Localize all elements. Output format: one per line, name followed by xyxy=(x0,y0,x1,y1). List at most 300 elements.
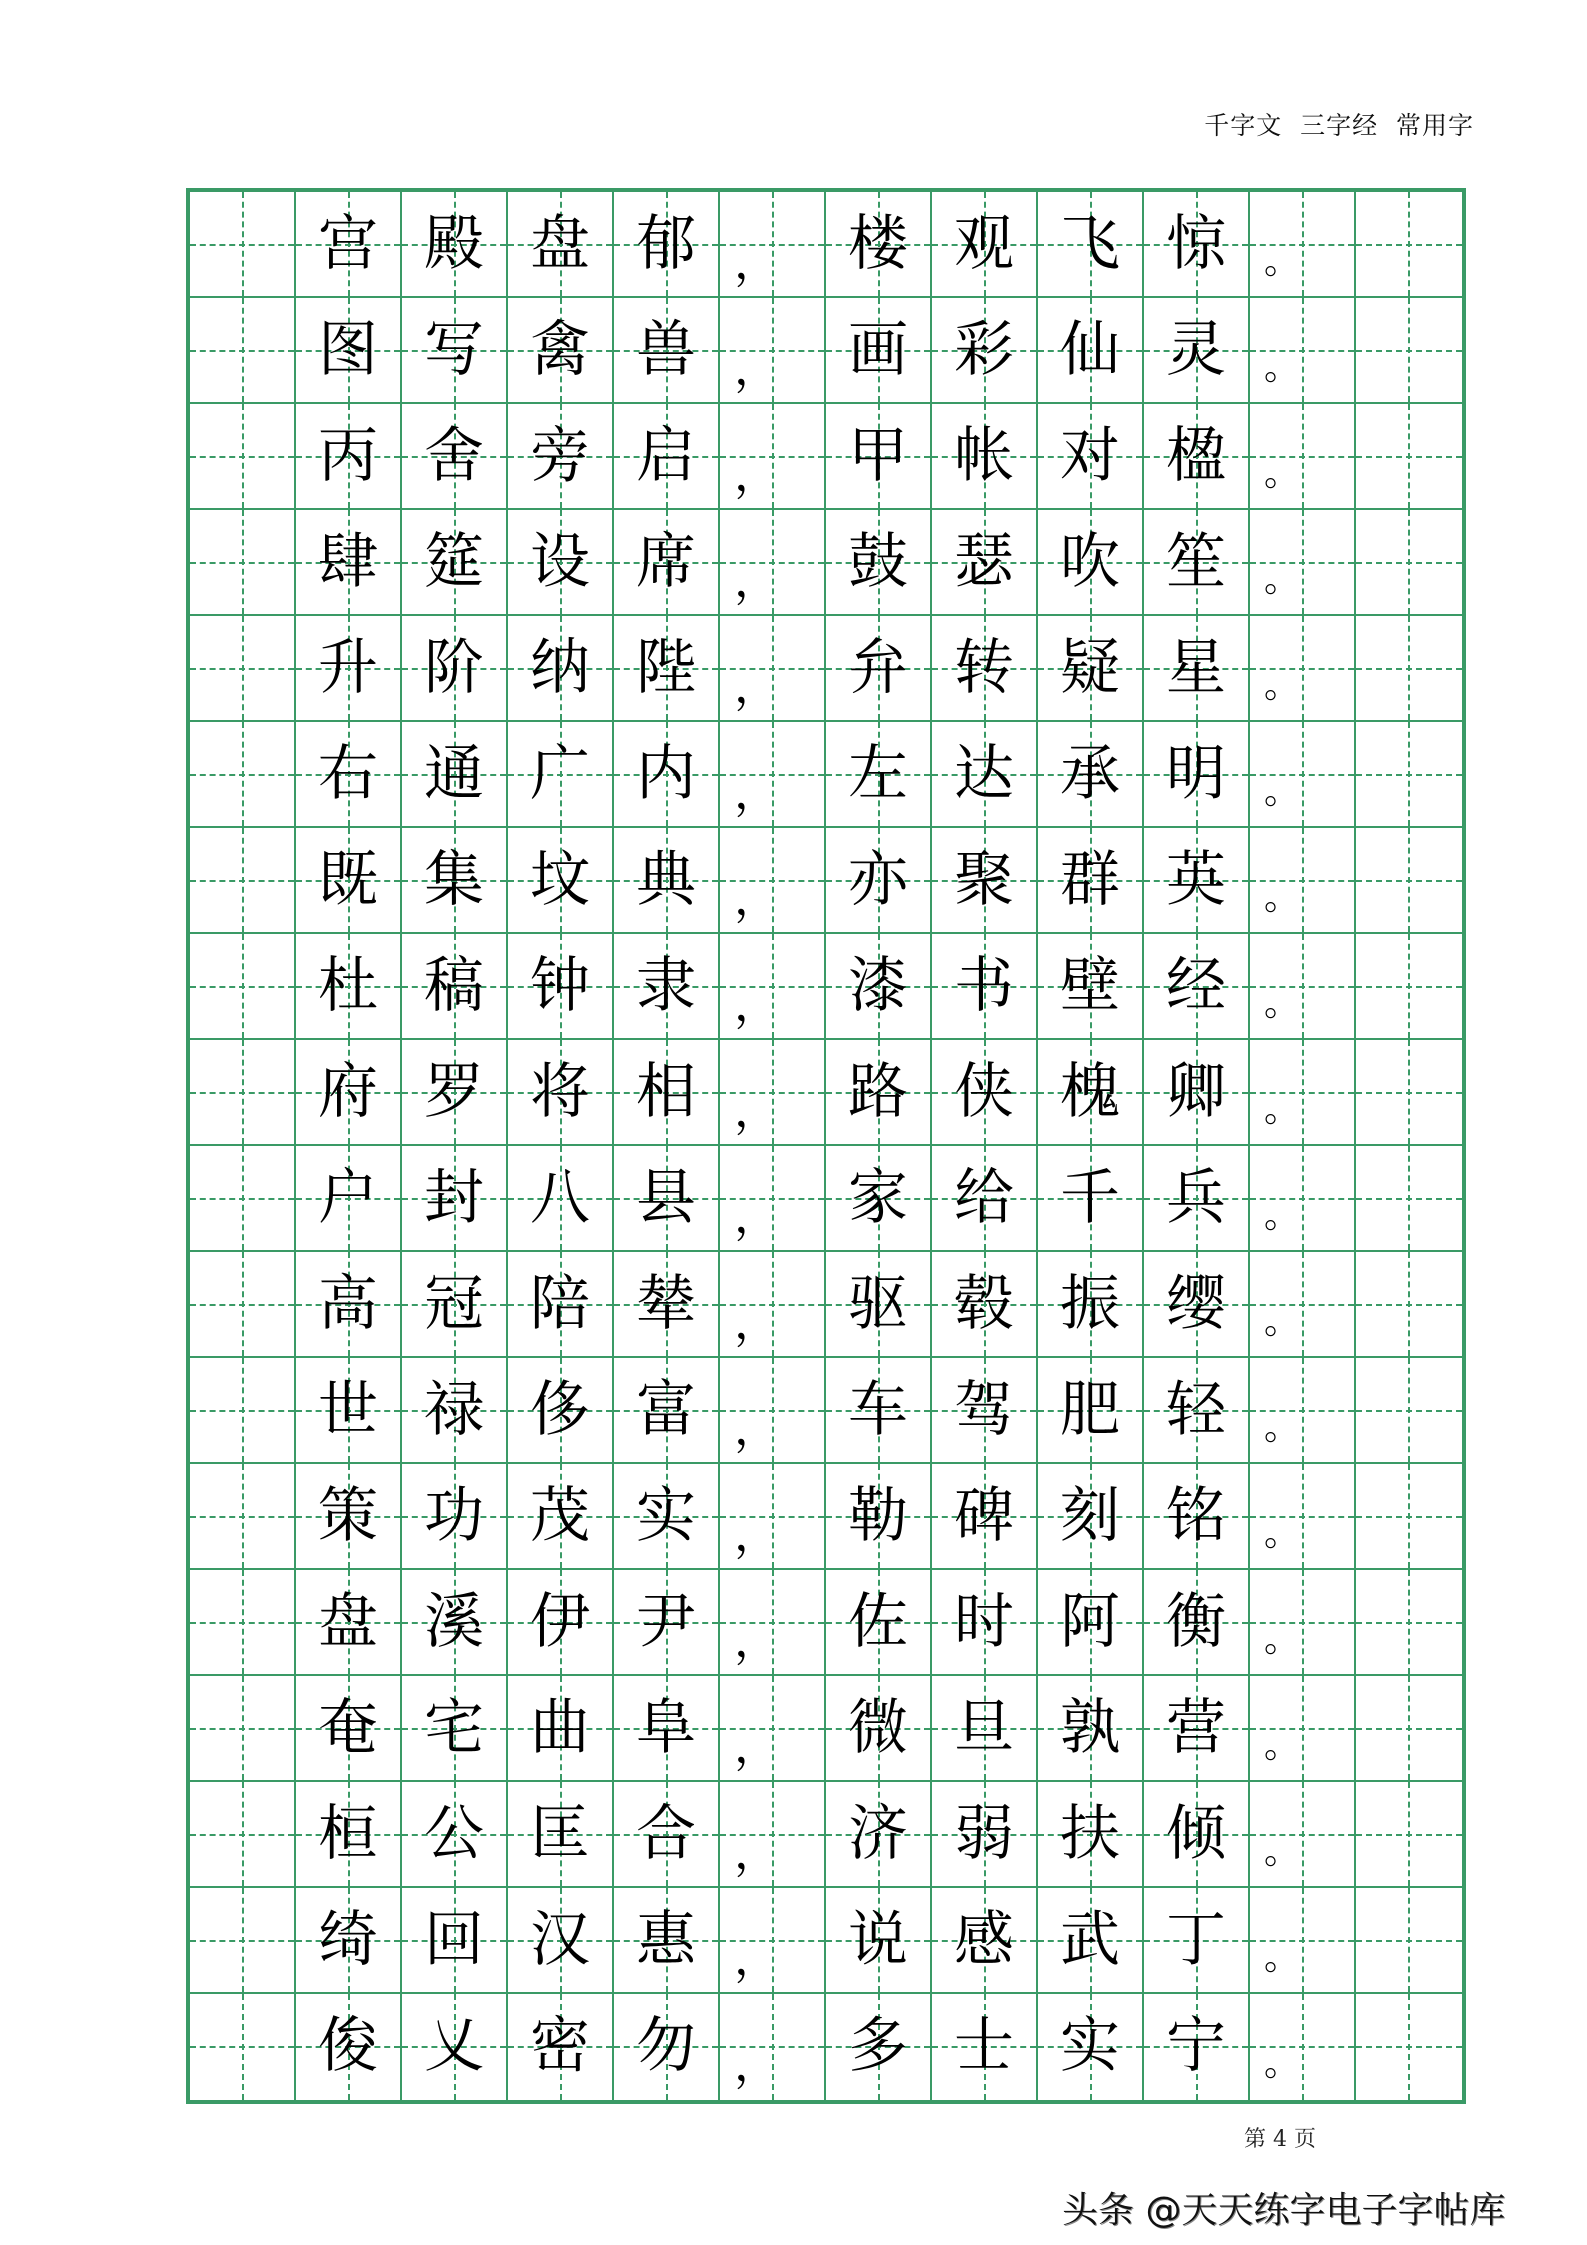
character: 转 xyxy=(954,633,1014,703)
comma: ， xyxy=(734,765,780,819)
grid-cell xyxy=(1356,1570,1462,1676)
character: 杜 xyxy=(318,951,378,1021)
grid-cell xyxy=(508,1358,614,1464)
grid-cell xyxy=(720,192,826,298)
character: 相 xyxy=(636,1057,696,1127)
grid-cell xyxy=(190,1040,296,1146)
character: 隶 xyxy=(636,951,696,1021)
grid-cell xyxy=(932,1146,1038,1252)
grid-cell xyxy=(614,1888,720,1994)
grid-cell xyxy=(508,1464,614,1570)
character: 绮 xyxy=(318,1905,378,1975)
grid-cell xyxy=(402,510,508,616)
character: 倾 xyxy=(1166,1799,1226,1869)
character: 席 xyxy=(636,527,696,597)
character: 户 xyxy=(318,1163,378,1233)
character: 灵 xyxy=(1166,315,1226,385)
character: 勒 xyxy=(848,1481,908,1551)
grid-cell xyxy=(932,1994,1038,2100)
character: 丙 xyxy=(318,421,378,491)
grid-cell xyxy=(1144,1252,1250,1358)
grid-row xyxy=(190,1994,1462,2100)
page-header-title: 千字文 三字经 常用字 xyxy=(1204,111,1474,140)
grid-cell xyxy=(826,510,932,616)
grid-cell xyxy=(190,192,296,298)
grid-cell xyxy=(1250,510,1356,616)
grid-cell xyxy=(1250,1676,1356,1782)
grid-cell xyxy=(614,722,720,828)
character: 集 xyxy=(424,845,484,915)
grid-cell xyxy=(1038,1888,1144,1994)
grid-cell xyxy=(402,1570,508,1676)
grid-cell xyxy=(1144,616,1250,722)
character: 瑟 xyxy=(954,527,1014,597)
grid-cell xyxy=(932,1570,1038,1676)
grid-cell xyxy=(826,1888,932,1994)
period: 。 xyxy=(1264,2043,1301,2084)
grid-cell xyxy=(826,1782,932,1888)
grid-cell xyxy=(614,510,720,616)
character: 飞 xyxy=(1060,209,1120,279)
grid-cell xyxy=(1356,192,1462,298)
comma: ， xyxy=(734,659,780,713)
grid-cell xyxy=(508,298,614,404)
grid-cell xyxy=(1250,404,1356,510)
grid-cell xyxy=(1038,192,1144,298)
grid-cell xyxy=(932,510,1038,616)
character: 扶 xyxy=(1060,1799,1120,1869)
character: 家 xyxy=(848,1163,908,1233)
period: 。 xyxy=(1264,983,1301,1024)
character: 说 xyxy=(848,1905,908,1975)
character: 肆 xyxy=(318,527,378,597)
grid-cell xyxy=(1250,1146,1356,1252)
grid-cell xyxy=(190,934,296,1040)
grid-cell xyxy=(720,1146,826,1252)
grid-cell xyxy=(508,1994,614,2100)
grid-cell xyxy=(402,616,508,722)
grid-cell xyxy=(720,1464,826,1570)
grid-cell xyxy=(720,1040,826,1146)
character: 阶 xyxy=(424,633,484,703)
character: 坟 xyxy=(530,845,590,915)
grid-cell xyxy=(296,1358,402,1464)
grid-row xyxy=(190,192,1462,298)
grid-cell xyxy=(614,1782,720,1888)
grid-cell xyxy=(614,192,720,298)
character: 通 xyxy=(424,739,484,809)
grid-cell xyxy=(1144,510,1250,616)
grid-cell xyxy=(402,1782,508,1888)
grid-row xyxy=(190,1252,1462,1358)
grid-cell xyxy=(508,1782,614,1888)
grid-cell xyxy=(402,828,508,934)
grid-cell xyxy=(1144,192,1250,298)
character: 彩 xyxy=(954,315,1014,385)
character: 筵 xyxy=(424,527,484,597)
grid-cell xyxy=(614,1146,720,1252)
grid-cell xyxy=(190,1994,296,2100)
grid-cell xyxy=(932,1252,1038,1358)
grid-cell xyxy=(1250,1888,1356,1994)
character: 楹 xyxy=(1166,421,1226,491)
grid-cell xyxy=(402,1146,508,1252)
grid-cell xyxy=(932,616,1038,722)
character: 旦 xyxy=(954,1693,1014,1763)
grid-cell xyxy=(1144,1146,1250,1252)
grid-cell xyxy=(1144,934,1250,1040)
character: 弁 xyxy=(848,633,908,703)
character: 禄 xyxy=(424,1375,484,1445)
period: 。 xyxy=(1264,1301,1301,1342)
character: 微 xyxy=(848,1693,908,1763)
grid-row xyxy=(190,1570,1462,1676)
grid-row xyxy=(190,1888,1462,1994)
grid-cell xyxy=(826,1464,932,1570)
grid-cell xyxy=(614,828,720,934)
character: 观 xyxy=(954,209,1014,279)
grid-cell xyxy=(1356,1994,1462,2100)
character: 伊 xyxy=(530,1587,590,1657)
grid-cell xyxy=(190,404,296,510)
grid-cell xyxy=(1356,1252,1462,1358)
character: 路 xyxy=(848,1057,908,1127)
character: 鼓 xyxy=(848,527,908,597)
grid-cell xyxy=(614,1358,720,1464)
period: 。 xyxy=(1264,1619,1301,1660)
period: 。 xyxy=(1264,453,1301,494)
grid-cell xyxy=(190,298,296,404)
character: 桓 xyxy=(318,1799,378,1869)
grid-cell xyxy=(614,1464,720,1570)
character: 漆 xyxy=(848,951,908,1021)
grid-cell xyxy=(1356,1358,1462,1464)
grid-cell xyxy=(1356,1676,1462,1782)
character: 辇 xyxy=(636,1269,696,1339)
grid-cell xyxy=(296,934,402,1040)
grid-cell xyxy=(1356,404,1462,510)
character: 县 xyxy=(636,1163,696,1233)
grid-cell xyxy=(402,404,508,510)
character: 升 xyxy=(318,633,378,703)
grid-cell xyxy=(402,1994,508,2100)
character: 纳 xyxy=(530,633,590,703)
grid-cell xyxy=(1250,298,1356,404)
grid-row xyxy=(190,1040,1462,1146)
character: 阿 xyxy=(1060,1587,1120,1657)
grid-cell xyxy=(1356,1146,1462,1252)
character: 封 xyxy=(424,1163,484,1233)
period: 。 xyxy=(1264,1831,1301,1872)
grid-cell xyxy=(720,1888,826,1994)
grid-cell xyxy=(932,722,1038,828)
character: 广 xyxy=(530,739,590,809)
grid-cell xyxy=(1250,192,1356,298)
grid-cell xyxy=(190,1676,296,1782)
grid-cell xyxy=(190,1358,296,1464)
character: 回 xyxy=(424,1905,484,1975)
grid-cell xyxy=(1144,722,1250,828)
grid-cell xyxy=(720,298,826,404)
grid-cell xyxy=(190,1464,296,1570)
character: 衡 xyxy=(1166,1587,1226,1657)
character: 宅 xyxy=(424,1693,484,1763)
character: 亦 xyxy=(848,845,908,915)
comma: ， xyxy=(734,1825,780,1879)
character: 给 xyxy=(954,1163,1014,1233)
grid-cell xyxy=(1356,616,1462,722)
grid-cell xyxy=(1144,404,1250,510)
practice-grid xyxy=(186,188,1466,2104)
grid-cell xyxy=(1038,722,1144,828)
character: 稿 xyxy=(424,951,484,1021)
character: 兵 xyxy=(1166,1163,1226,1233)
grid-cell xyxy=(190,1146,296,1252)
page-number: 第 4 页 xyxy=(1244,2127,1316,2152)
grid-cell xyxy=(296,192,402,298)
grid-cell xyxy=(296,1252,402,1358)
grid-cell xyxy=(1250,1040,1356,1146)
comma: ， xyxy=(734,1083,780,1137)
grid-cell xyxy=(1144,1994,1250,2100)
grid-cell xyxy=(720,510,826,616)
character: 缨 xyxy=(1166,1269,1226,1339)
grid-cell xyxy=(190,1888,296,1994)
grid-cell xyxy=(614,1994,720,2100)
grid-cell xyxy=(614,616,720,722)
grid-cell xyxy=(932,298,1038,404)
character: 轻 xyxy=(1166,1375,1226,1445)
grid-cell xyxy=(296,1994,402,2100)
character: 壁 xyxy=(1060,951,1120,1021)
character: 卿 xyxy=(1166,1057,1226,1127)
grid-cell xyxy=(720,1252,826,1358)
character: 侠 xyxy=(954,1057,1014,1127)
grid-cell xyxy=(296,404,402,510)
character: 殿 xyxy=(424,209,484,279)
grid-cell xyxy=(296,722,402,828)
character: 帐 xyxy=(954,421,1014,491)
grid-cell xyxy=(720,1676,826,1782)
grid-cell xyxy=(826,828,932,934)
grid-cell xyxy=(614,1676,720,1782)
character: 冠 xyxy=(424,1269,484,1339)
character: 宁 xyxy=(1166,2011,1226,2081)
character: 明 xyxy=(1166,739,1226,809)
grid-cell xyxy=(1250,1464,1356,1570)
grid-cell xyxy=(1356,828,1462,934)
character: 笙 xyxy=(1166,527,1226,597)
character: 兽 xyxy=(636,315,696,385)
character: 匡 xyxy=(530,1799,590,1869)
grid-cell xyxy=(1038,404,1144,510)
grid-row xyxy=(190,510,1462,616)
period: 。 xyxy=(1264,1195,1301,1236)
grid-cell xyxy=(1038,1146,1144,1252)
character: 陛 xyxy=(636,633,696,703)
character: 星 xyxy=(1166,633,1226,703)
grid-cell xyxy=(1250,1782,1356,1888)
grid-cell xyxy=(1144,298,1250,404)
grid-cell xyxy=(720,1358,826,1464)
character: 英 xyxy=(1166,845,1226,915)
character: 聚 xyxy=(954,845,1014,915)
character: 舍 xyxy=(424,421,484,491)
grid-cell xyxy=(720,616,826,722)
character: 惊 xyxy=(1166,209,1226,279)
comma: ， xyxy=(734,1295,780,1349)
character: 密 xyxy=(530,2011,590,2081)
period: 。 xyxy=(1264,1407,1301,1448)
grid-cell xyxy=(296,616,402,722)
grid-cell xyxy=(1250,934,1356,1040)
comma: ， xyxy=(734,341,780,395)
grid-cell xyxy=(1250,1994,1356,2100)
period: 。 xyxy=(1264,347,1301,388)
grid-cell xyxy=(826,1358,932,1464)
character: 铭 xyxy=(1166,1481,1226,1551)
comma: ， xyxy=(734,553,780,607)
grid-cell xyxy=(508,828,614,934)
grid-cell xyxy=(508,1676,614,1782)
grid-cell xyxy=(296,298,402,404)
character: 驾 xyxy=(954,1375,1014,1445)
comma: ， xyxy=(734,1401,780,1455)
comma: ， xyxy=(734,1613,780,1667)
grid-cell xyxy=(1356,722,1462,828)
grid-cell xyxy=(1250,616,1356,722)
character: 茂 xyxy=(530,1481,590,1551)
character: 公 xyxy=(424,1799,484,1869)
grid-cell xyxy=(1038,828,1144,934)
grid-row xyxy=(190,616,1462,722)
character: 肥 xyxy=(1060,1375,1120,1445)
character: 图 xyxy=(318,315,378,385)
grid-cell xyxy=(296,1888,402,1994)
grid-cell xyxy=(1356,298,1462,404)
grid-cell xyxy=(720,934,826,1040)
grid-cell xyxy=(402,1040,508,1146)
watermark: 头条 @天天练字电子字帖库 xyxy=(1062,2190,1506,2231)
grid-cell xyxy=(402,1358,508,1464)
character: 郁 xyxy=(636,209,696,279)
character: 济 xyxy=(848,1799,908,1869)
grid-row xyxy=(190,828,1462,934)
grid-cell xyxy=(296,1676,402,1782)
character: 钟 xyxy=(530,951,590,1021)
character: 府 xyxy=(318,1057,378,1127)
grid-cell xyxy=(1144,1358,1250,1464)
character: 刻 xyxy=(1060,1481,1120,1551)
character: 设 xyxy=(530,527,590,597)
grid-cell xyxy=(932,828,1038,934)
character: 疑 xyxy=(1060,633,1120,703)
grid-cell xyxy=(720,1994,826,2100)
grid-cell xyxy=(508,1570,614,1676)
character: 旁 xyxy=(530,421,590,491)
grid-cell xyxy=(1144,1782,1250,1888)
grid-cell xyxy=(614,1570,720,1676)
comma: ， xyxy=(734,1507,780,1561)
grid-cell xyxy=(296,1040,402,1146)
grid-cell xyxy=(826,722,932,828)
character: 功 xyxy=(424,1481,484,1551)
character: 驱 xyxy=(848,1269,908,1339)
grid-cell xyxy=(1250,1252,1356,1358)
grid-cell xyxy=(826,192,932,298)
grid-cell xyxy=(932,934,1038,1040)
grid-cell xyxy=(1038,1252,1144,1358)
period: 。 xyxy=(1264,1725,1301,1766)
grid-cell xyxy=(296,510,402,616)
grid-cell xyxy=(932,1358,1038,1464)
character: 碑 xyxy=(954,1481,1014,1551)
grid-cell xyxy=(508,616,614,722)
character: 阜 xyxy=(636,1693,696,1763)
character: 群 xyxy=(1060,845,1120,915)
character: 槐 xyxy=(1060,1057,1120,1127)
character: 右 xyxy=(318,739,378,809)
character: 实 xyxy=(636,1481,696,1551)
grid-row xyxy=(190,1146,1462,1252)
grid-cell xyxy=(402,1252,508,1358)
character: 禽 xyxy=(530,315,590,385)
grid-cell xyxy=(826,1676,932,1782)
grid-cell xyxy=(1356,510,1462,616)
grid-cell xyxy=(402,192,508,298)
character: 多 xyxy=(848,2011,908,2081)
grid-cell xyxy=(826,934,932,1040)
grid-cell xyxy=(1144,828,1250,934)
grid-cell xyxy=(1038,1358,1144,1464)
character: 千 xyxy=(1060,1163,1120,1233)
character: 启 xyxy=(636,421,696,491)
grid-cell xyxy=(296,828,402,934)
grid-cell xyxy=(508,510,614,616)
grid-cell xyxy=(1144,1888,1250,1994)
grid-cell xyxy=(1144,1040,1250,1146)
character: 写 xyxy=(424,315,484,385)
period: 。 xyxy=(1264,1089,1301,1130)
grid-cell xyxy=(826,1994,932,2100)
grid-cell xyxy=(614,1040,720,1146)
grid-cell xyxy=(508,1252,614,1358)
character: 富 xyxy=(636,1375,696,1445)
comma: ， xyxy=(734,447,780,501)
character: 高 xyxy=(318,1269,378,1339)
grid-cell xyxy=(720,1782,826,1888)
comma: ， xyxy=(734,235,780,289)
comma: ， xyxy=(734,1189,780,1243)
grid-cell xyxy=(402,722,508,828)
grid-cell xyxy=(190,722,296,828)
grid-row xyxy=(190,1782,1462,1888)
character: 世 xyxy=(318,1375,378,1445)
grid-cell xyxy=(614,1252,720,1358)
grid-cell xyxy=(1038,510,1144,616)
character: 策 xyxy=(318,1481,378,1551)
grid-cell xyxy=(932,192,1038,298)
grid-cell xyxy=(1144,1464,1250,1570)
grid-cell xyxy=(190,616,296,722)
character: 经 xyxy=(1166,951,1226,1021)
grid-cell xyxy=(720,1570,826,1676)
grid-cell xyxy=(932,1676,1038,1782)
character: 书 xyxy=(954,951,1014,1021)
grid-cell xyxy=(720,404,826,510)
character: 武 xyxy=(1060,1905,1120,1975)
character: 俊 xyxy=(318,2011,378,2081)
